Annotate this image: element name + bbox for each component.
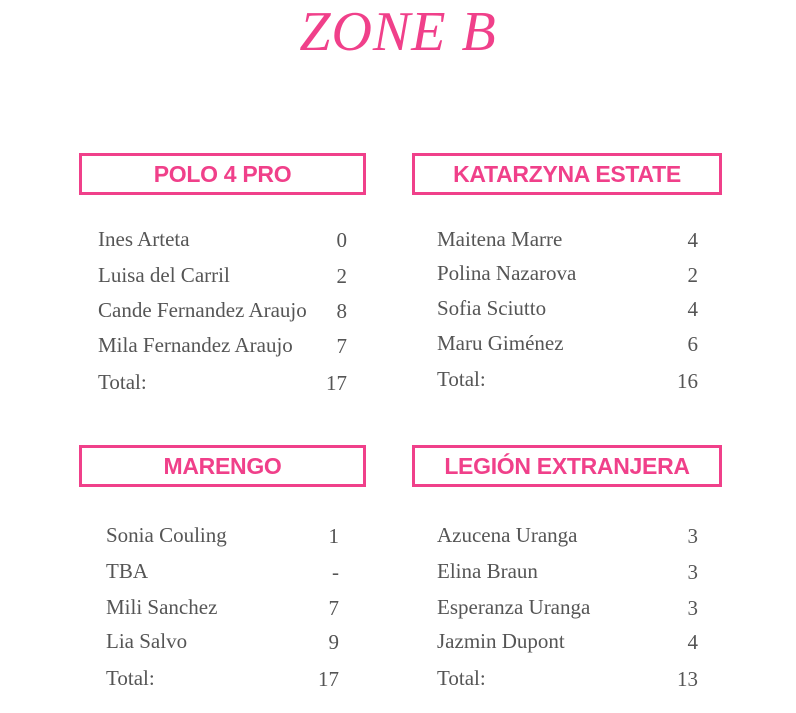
player-name: Azucena Uranga [437, 523, 578, 547]
player-score: 2 [687, 263, 698, 287]
team-header-polo-4-pro: POLO 4 PRO [79, 153, 366, 195]
player-score: 4 [687, 630, 698, 654]
total-label: Total: [98, 370, 147, 394]
player-name: Lia Salvo [106, 629, 188, 653]
player-score: 3 [687, 596, 698, 620]
team-header-marengo: MARENGO [79, 445, 366, 487]
player-score: 4 [687, 297, 698, 321]
player-score: 3 [687, 524, 698, 548]
player-score: 6 [687, 332, 698, 356]
player-score: 3 [687, 560, 698, 584]
player-name: Jazmin Dupont [437, 629, 565, 653]
player-name: Ines Arteta [98, 227, 190, 251]
player-name: Maitena Marre [437, 227, 563, 251]
player-score: 7 [328, 596, 339, 620]
total-label: Total: [437, 666, 486, 690]
player-name: Luisa del Carril [98, 263, 230, 287]
player-score: 9 [328, 630, 339, 654]
player-score: 0 [336, 228, 347, 252]
player-name: Mili Sanchez [106, 595, 218, 619]
player-score: 2 [336, 264, 347, 288]
player-name: Maru Giménez [437, 331, 564, 355]
player-score: 8 [336, 299, 347, 323]
player-name: Sofia Sciutto [437, 296, 547, 320]
player-name: Esperanza Uranga [437, 595, 591, 619]
player-name: TBA [106, 559, 148, 583]
player-score: 4 [687, 228, 698, 252]
total-label: Total: [437, 367, 486, 391]
total-value: 17 [326, 371, 347, 395]
player-name: Elina Braun [437, 559, 538, 583]
team-header-katarzyna-estate: KATARZYNA ESTATE [412, 153, 722, 195]
total-value: 17 [318, 667, 339, 691]
total-value: 16 [677, 369, 698, 393]
page-title: ZONE B [299, 1, 497, 63]
team-header-legion-extranjera: LEGIÓN EXTRANJERA [412, 445, 722, 487]
total-value: 13 [677, 667, 698, 691]
player-score: 1 [328, 524, 339, 548]
total-label: Total: [106, 666, 155, 690]
player-name: Cande Fernandez Araujo [98, 298, 307, 322]
player-name: Polina Nazarova [437, 261, 577, 285]
player-score: 7 [336, 334, 347, 358]
player-name: Sonia Couling [106, 523, 227, 547]
player-name: Mila Fernandez Araujo [98, 333, 293, 357]
player-score: - [332, 560, 339, 584]
